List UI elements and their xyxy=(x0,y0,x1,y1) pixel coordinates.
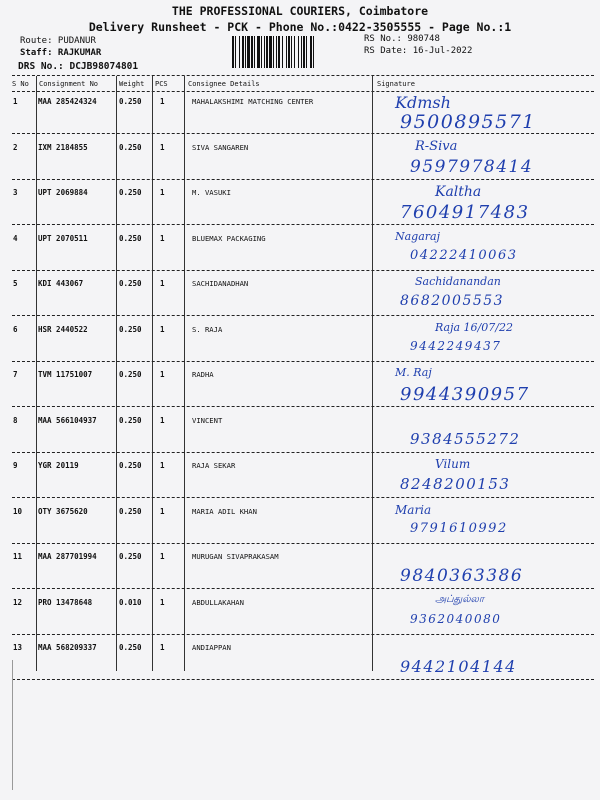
row-weight: 0.250 xyxy=(119,142,142,152)
row-sno: 11 xyxy=(13,552,23,561)
row-pcs: 1 xyxy=(160,142,165,152)
row-consignee: SACHIDANADHAN xyxy=(192,279,249,288)
rs-date: RS Date: 16-Jul-2022 xyxy=(364,46,473,56)
signature-name: Nagaraj xyxy=(395,229,441,243)
signature-phone: 9791610992 xyxy=(410,520,508,536)
barcode-icon xyxy=(232,36,356,68)
row-pcs: 1 xyxy=(160,415,165,425)
row-divider xyxy=(12,315,594,316)
row-consignment-no: TVM 11751007 xyxy=(38,370,93,379)
row-consignment-no: MAA 285424324 xyxy=(38,97,97,106)
row-weight: 0.250 xyxy=(119,415,142,425)
row-weight: 0.250 xyxy=(119,461,142,470)
row-sno: 8 xyxy=(13,415,18,425)
row-sno: 5 xyxy=(13,279,18,288)
row-weight: 0.250 xyxy=(119,643,142,652)
signature-phone: 04222410063 xyxy=(410,247,518,263)
row-pcs: 1 xyxy=(160,370,165,379)
row-sno: 1 xyxy=(13,97,18,106)
signature-phone: 9597978414 xyxy=(410,156,534,177)
signature-phone: 8682005553 xyxy=(400,293,505,309)
signature-name: Kaltha xyxy=(435,184,482,200)
row-pcs: 1 xyxy=(160,643,165,652)
signature-name: R-Siva xyxy=(415,138,458,154)
signature-name: Sachidanandan xyxy=(415,275,501,288)
col-divider xyxy=(372,76,373,671)
row-sno: 2 xyxy=(13,142,18,152)
row-sno: 3 xyxy=(13,188,18,197)
row-divider xyxy=(12,634,594,635)
signature-phone: 9840363386 xyxy=(400,566,524,586)
row-weight: 0.250 xyxy=(119,233,142,243)
col-header-consignment: Consignment No xyxy=(39,80,99,88)
row-sno: 12 xyxy=(13,597,23,607)
row-pcs: 1 xyxy=(160,279,165,288)
row-pcs: 1 xyxy=(160,552,165,561)
row-consignee: MAHALAKSHIMI MATCHING CENTER xyxy=(192,97,314,106)
page-edge-line xyxy=(12,660,13,790)
row-weight: 0.250 xyxy=(119,188,142,197)
signature-phone: 9944390957 xyxy=(400,384,530,405)
row-consignment-no: YGR 20119 xyxy=(38,461,79,470)
row-sno: 6 xyxy=(13,324,18,334)
row-divider xyxy=(12,179,594,180)
signature-name: Raja 16/07/22 xyxy=(435,320,513,334)
colhead-divider xyxy=(12,91,594,92)
row-consignment-no: MAA 566104937 xyxy=(38,415,97,425)
col-divider xyxy=(36,76,37,671)
row-consignee: BLUEMAX PACKAGING xyxy=(192,233,266,243)
row-weight: 0.250 xyxy=(119,279,142,288)
rs-number: RS No.: 980748 xyxy=(364,34,440,44)
signature-phone: 9500895571 xyxy=(400,111,536,133)
col-divider xyxy=(116,76,117,671)
row-consignment-no: IXM 2184855 xyxy=(38,142,88,152)
row-weight: 0.250 xyxy=(119,370,142,379)
row-weight: 0.250 xyxy=(119,324,142,334)
col-header-weight: Weight xyxy=(119,80,145,88)
col-header-sno: S No xyxy=(12,80,29,88)
row-consignee: RAJA SEKAR xyxy=(192,461,236,470)
staff-label: Staff: RAJKUMAR xyxy=(20,48,102,58)
row-divider xyxy=(12,406,594,407)
row-consignment-no: HSR 2440522 xyxy=(38,324,88,334)
row-weight: 0.010 xyxy=(119,597,142,607)
row-consignment-no: KDI 443067 xyxy=(38,279,84,288)
row-divider xyxy=(12,270,594,271)
signature-phone: 9442249437 xyxy=(410,338,502,353)
row-consignee: S. RAJA xyxy=(192,324,223,334)
col-divider xyxy=(184,76,185,671)
row-pcs: 1 xyxy=(160,461,165,470)
runsheet-subtitle: Delivery Runsheet - PCK - Phone No.:0422-3505555 - Page No.:1 xyxy=(88,20,512,34)
row-weight: 0.250 xyxy=(119,506,142,516)
col-divider xyxy=(152,76,153,671)
col-header-consignee: Consignee Details xyxy=(188,80,260,88)
row-consignee: RADHA xyxy=(192,370,214,379)
row-divider xyxy=(12,497,594,498)
row-pcs: 1 xyxy=(160,233,165,243)
signature-phone: 9384555272 xyxy=(410,429,521,448)
signature-phone: 7604917483 xyxy=(400,202,530,223)
row-consignee: ABDULLAKAHAN xyxy=(192,597,244,607)
signature-name: Vilum xyxy=(435,457,471,471)
row-sno: 13 xyxy=(13,643,23,652)
row-pcs: 1 xyxy=(160,97,165,106)
row-divider xyxy=(12,452,594,453)
signature-name: M. Raj xyxy=(395,366,432,379)
row-divider xyxy=(12,361,594,362)
row-sno: 10 xyxy=(13,506,23,516)
row-weight: 0.250 xyxy=(119,552,142,561)
signature-phone: 8248200153 xyxy=(400,475,511,493)
col-header-signature: Signature xyxy=(377,80,415,88)
col-header-pcs: PCS xyxy=(155,80,168,88)
row-pcs: 1 xyxy=(160,597,165,607)
drs-number: DRS No.: DCJB98074801 xyxy=(18,61,139,72)
row-consignee: MARIA ADIL KHAN xyxy=(192,506,257,516)
signature-name: Maria xyxy=(395,502,432,517)
signature-phone: 9362040080 xyxy=(410,611,502,626)
row-weight: 0.250 xyxy=(119,97,142,106)
row-divider xyxy=(12,133,594,134)
row-divider xyxy=(12,224,594,225)
signature-name: Kdmsh xyxy=(395,93,451,112)
header-divider xyxy=(12,75,594,76)
row-consignment-no: UPT 2069884 xyxy=(38,188,88,197)
route-label: Route: PUDANUR xyxy=(20,36,96,46)
row-pcs: 1 xyxy=(160,188,165,197)
row-consignment-no: UPT 2070511 xyxy=(38,233,88,243)
row-pcs: 1 xyxy=(160,324,165,334)
row-divider xyxy=(12,543,594,544)
row-divider xyxy=(12,679,594,680)
row-sno: 9 xyxy=(13,461,18,470)
row-consignment-no: MAA 568209337 xyxy=(38,643,97,652)
row-consignee: SIVA SANGAREN xyxy=(192,142,249,152)
row-divider xyxy=(12,588,594,589)
runsheet-title: THE PROFESSIONAL COURIERS, Coimbatore xyxy=(171,4,429,18)
row-consignee: MURUGAN SIVAPRAKASAM xyxy=(192,552,279,561)
row-consignee: VINCENT xyxy=(192,415,223,425)
row-consignment-no: MAA 287701994 xyxy=(38,552,97,561)
row-sno: 4 xyxy=(13,233,18,243)
signature-phone: 9442104144 xyxy=(400,657,517,676)
row-consignee: ANDIAPPAN xyxy=(192,643,231,652)
signature-name: அப்துல்லா xyxy=(435,593,485,605)
row-pcs: 1 xyxy=(160,506,165,516)
row-sno: 7 xyxy=(13,370,18,379)
row-consignee: M. VASUKI xyxy=(192,188,231,197)
row-consignment-no: OTY 3675620 xyxy=(38,506,88,516)
row-consignment-no: PRO 13478648 xyxy=(38,597,93,607)
